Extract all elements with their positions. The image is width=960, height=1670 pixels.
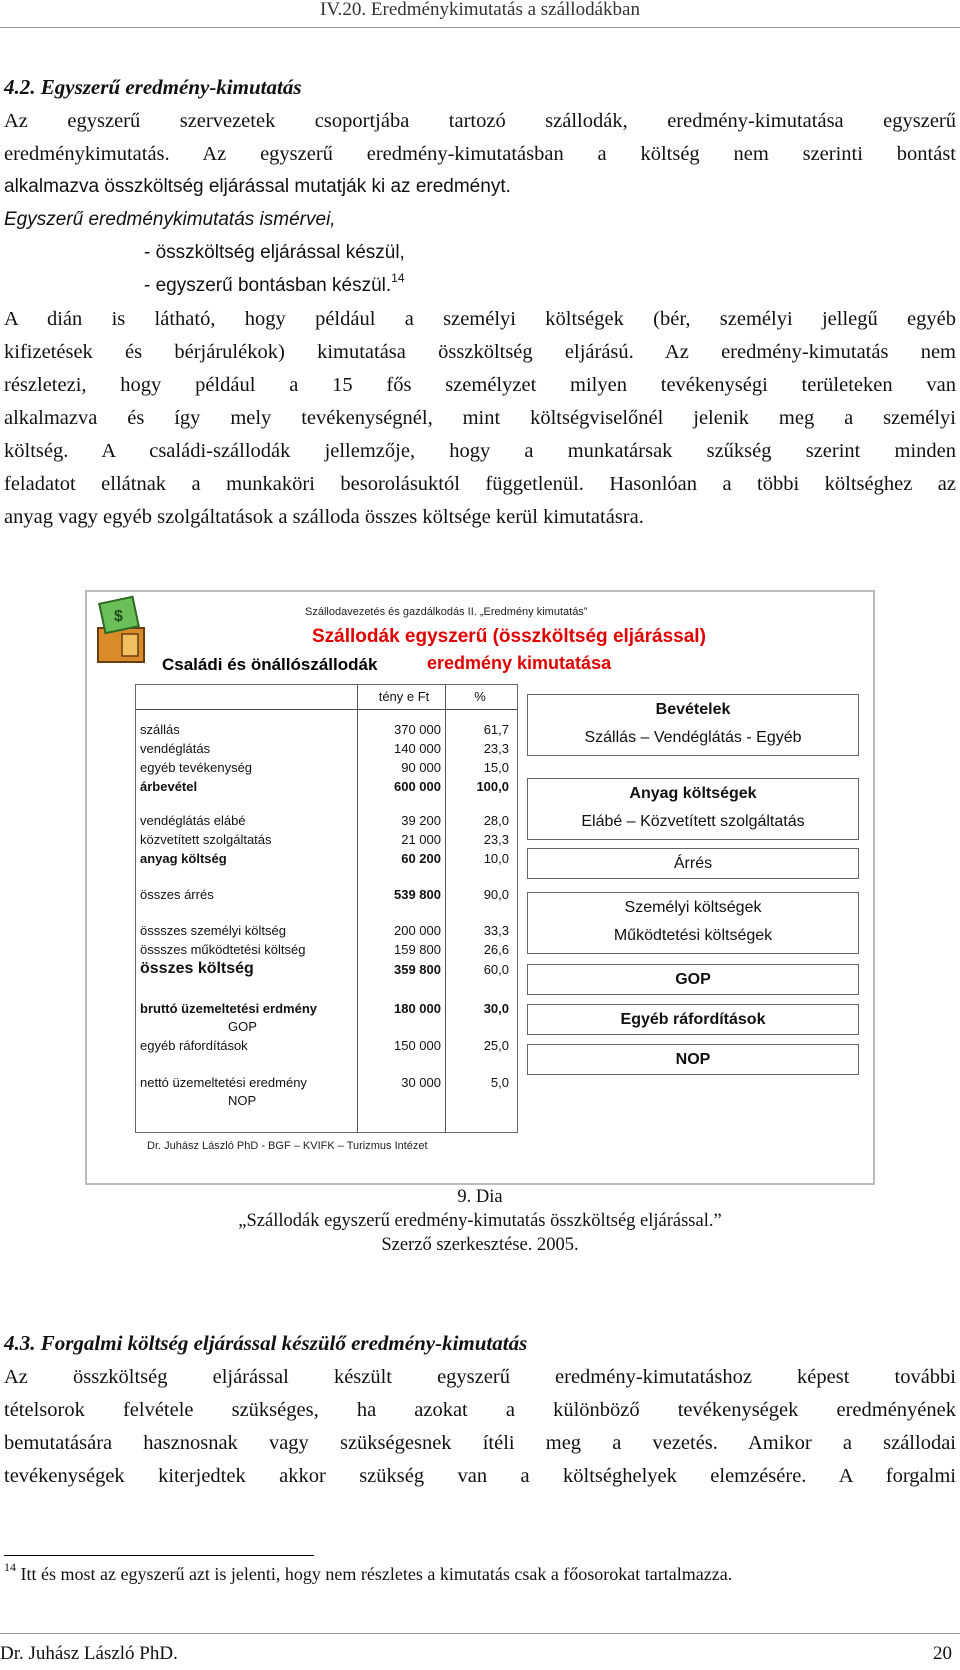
footnote-number: 14 bbox=[4, 1560, 16, 1574]
table-row: összes árrés 539 800 90,0 bbox=[140, 887, 509, 902]
box-title: Anyag költségek bbox=[629, 785, 757, 802]
table-rule bbox=[136, 709, 517, 710]
box-gop: GOP bbox=[527, 964, 859, 995]
footnote-ref[interactable]: 14 bbox=[391, 270, 405, 285]
caption-number: 9. Dia bbox=[457, 1187, 503, 1207]
table-row: egyéb ráfordítások 150 000 25,0 bbox=[140, 1038, 509, 1053]
criteria-bullet: - egyszerű bontásban készül.$^{14}$ bbox=[144, 270, 405, 296]
footer-rule bbox=[0, 1633, 960, 1634]
box-arres: Árrés bbox=[527, 848, 859, 879]
income-table bbox=[135, 684, 518, 1133]
table-row: egyéb tevékenység 90 000 15,0 bbox=[140, 760, 509, 775]
section-heading-4-3: 4.3. Forgalmi költség eljárással készülő eredmény-kimutatás bbox=[4, 1331, 528, 1355]
paragraph-line: anyag vagy egyéb szolgáltatások a szálloda összes költsége kerül kimutatásra. bbox=[4, 506, 644, 528]
box-subtitle: Elábé – Közvetített szolgáltatás bbox=[581, 813, 805, 830]
table-row: nettó üzemeltetési eredmény 30 000 5,0 bbox=[140, 1075, 509, 1090]
box-nop: NOP bbox=[527, 1044, 859, 1075]
paragraph-line: A dián is látható, hogy például a személyi költségek (bér, személyi jellegű egyéb bbox=[4, 308, 956, 330]
header-rule bbox=[0, 27, 960, 28]
footnote-rule bbox=[4, 1555, 314, 1556]
column-header-pct: % bbox=[474, 689, 486, 704]
footer-author: Dr. Juhász László PhD. bbox=[0, 1643, 178, 1664]
caption-source: Szerző szerkesztése. 2005. bbox=[381, 1235, 579, 1255]
page-number: 20 bbox=[933, 1643, 952, 1664]
paragraph-line: Az egyszerű szervezetek csoportjába tartozó szállodák, eredmény-kimutatása egyszerű bbox=[4, 110, 956, 132]
box-title: Bevételek bbox=[655, 701, 731, 718]
slide-top-line: Szállodavezetés és gazdálkodás II. „Eredmény kimutatás” bbox=[305, 606, 588, 618]
box-bevetelek bbox=[527, 694, 859, 756]
table-row: össszes személyi költség 200 000 33,3 bbox=[140, 923, 509, 938]
slide-family-label: Családi és önállószállodák bbox=[162, 655, 378, 674]
slide-figure bbox=[85, 590, 875, 1185]
paragraph-line: alkalmazva összköltség eljárással mutatják ki az eredményt. bbox=[4, 176, 511, 197]
footnote-text: Itt és most az egyszerű azt is jelenti, hogy nem részletes a kimutatás csak a főosorokat tartalmazza. bbox=[16, 1564, 733, 1584]
slide-title: Szállodák egyszerű (összköltség eljárással) bbox=[312, 626, 706, 647]
footnote bbox=[4, 1560, 733, 1585]
section-heading-4-2: 4.2. Egyszerű eredmény-kimutatás bbox=[4, 75, 302, 99]
svg-text:$: $ bbox=[114, 608, 123, 625]
table-row: GOP bbox=[228, 1019, 257, 1034]
table-row: összes költség 359 800 60,0 bbox=[140, 960, 509, 977]
slide-title-2: eredmény kimutatása bbox=[427, 653, 612, 673]
column-header-value: tény e Ft bbox=[378, 689, 430, 704]
running-header: IV.20. Eredménykimutatás a szállodákban bbox=[320, 0, 640, 20]
box-egyeb: Egyéb ráfordítások bbox=[527, 1004, 859, 1035]
box-subtitle: Működtetési költségek bbox=[613, 927, 773, 944]
paragraph-line: kifizetések és bérjárulékok) kimutatása összköltség eljárású. Az eredmény-kimutatás nem bbox=[4, 341, 956, 363]
table-row: össszes működtetési költség 159 800 26,6 bbox=[140, 942, 509, 957]
table-row: vendéglátás elábé 39 200 28,0 bbox=[140, 813, 509, 828]
box-title: Személyi költségek bbox=[624, 899, 762, 916]
paragraph-line: eredménykimutatás. Az egyszerű eredmény-kimutatásban a költség nem szerinti bontást bbox=[4, 143, 956, 165]
paragraph-line: bemutatására hasznosnak vagy szükségesnek ítéli meg a vezetés. Amikor a szállodai bbox=[4, 1432, 956, 1454]
table-row: vendéglátás 140 000 23,3 bbox=[140, 741, 509, 756]
slide-credit: Dr. Juhász László PhD - BGF – KVIFK – Turizmus Intézet bbox=[147, 1140, 428, 1152]
caption-title: „Szállodák egyszerű eredmény-kimutatás összköltség eljárással.” bbox=[238, 1211, 722, 1231]
paragraph-line: tevékenységek kiterjedtek akkor szükség van a költséghelyek elemzésére. A forgalmi bbox=[4, 1465, 956, 1487]
table-row: anyag költség 60 200 10,0 bbox=[140, 851, 509, 866]
paragraph-line: részletezi, hogy például a 15 fős személyzet milyen tevékenységi területeken van bbox=[4, 374, 956, 396]
table-row: NOP bbox=[228, 1093, 257, 1108]
paragraph-line: Az összköltség eljárással készült egyszerű eredmény-kimutatáshoz képest további bbox=[4, 1366, 956, 1388]
table-row: közvetített szolgáltatás 21 000 23,3 bbox=[140, 832, 509, 847]
table-row: árbevétel 600 000 100,0 bbox=[140, 779, 509, 794]
box-subtitle: Szállás – Vendéglátás - Egyéb bbox=[584, 729, 802, 746]
table-row: bruttó üzemeltetési erdmény 180 000 30,0 bbox=[140, 1001, 509, 1016]
paragraph-line: alkalmazva és így mely tevékenységnél, mint költségviselőnél jelenik meg a személyi bbox=[4, 407, 956, 429]
paragraph-line: tételsorok felvétele szükséges, ha azokat a különböző tevékenységek eredményének bbox=[4, 1399, 956, 1421]
criteria-bullet: - összköltség eljárással készül, bbox=[144, 242, 405, 263]
paragraph-line: költség. A családi-szállodák jellemzője, hogy a munkatársak szűkség szerint minden bbox=[4, 440, 956, 462]
box-koltsegek bbox=[527, 892, 859, 954]
table-row: szállás 370 000 61,7 bbox=[140, 722, 509, 737]
money-box-icon bbox=[92, 594, 156, 668]
paragraph-line: feladatot ellátnak a munkaköri besorolásuktól függetlenül. Hasonlóan a többi költséghez az bbox=[4, 473, 956, 495]
criteria-title: Egyszerű eredménykimutatás ismérvei, bbox=[4, 209, 336, 230]
box-anyag bbox=[527, 778, 859, 840]
